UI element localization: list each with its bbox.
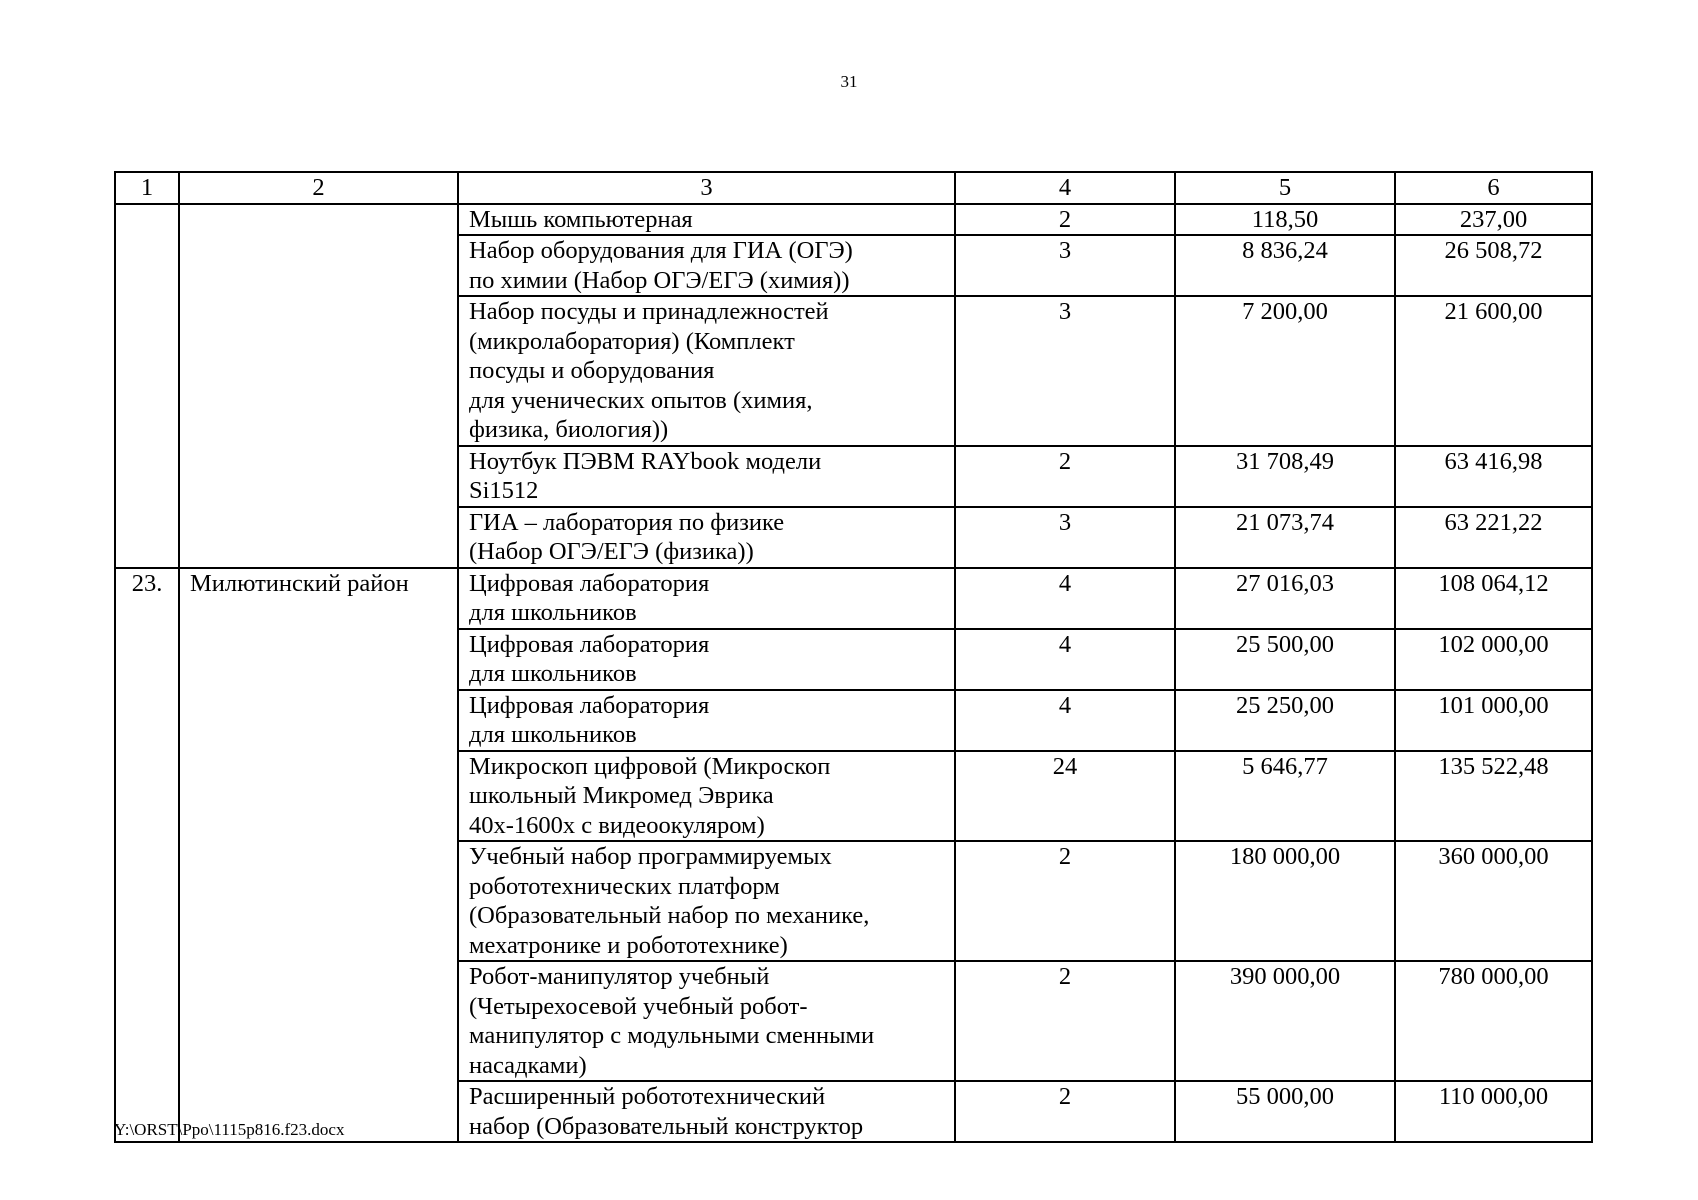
table-header-row — [115, 172, 1592, 204]
row-number — [115, 507, 179, 568]
equipment-table — [114, 171, 1593, 1143]
row-number — [115, 841, 179, 961]
row-total: 63 221,22 — [1395, 507, 1592, 568]
row-number — [115, 961, 179, 1081]
row-price: 31 708,49 — [1175, 446, 1395, 507]
row-price: 180 000,00 — [1175, 841, 1395, 961]
row-quantity: 2 — [955, 1081, 1175, 1142]
row-district — [179, 629, 458, 690]
table-row — [115, 296, 1592, 446]
row-district — [179, 507, 458, 568]
row-item-name: Расширенный робототехнический набор (Образовательный конструктор — [458, 1081, 955, 1142]
column-header: 6 — [1395, 172, 1592, 204]
row-price: 27 016,03 — [1175, 568, 1395, 629]
column-header: 4 — [955, 172, 1175, 204]
row-item-name: ГИА – лаборатория по физике (Набор ОГЭ/ЕГЭ (физика)) — [458, 507, 955, 568]
row-price: 25 500,00 — [1175, 629, 1395, 690]
row-price: 5 646,77 — [1175, 751, 1395, 842]
column-header: 5 — [1175, 172, 1395, 204]
row-item-name: Робот-манипулятор учебный (Четырехосевой учебный робот- манипулятор с модульными сменными насадками) — [458, 961, 955, 1081]
row-total: 110 000,00 — [1395, 1081, 1592, 1142]
table-row — [115, 507, 1592, 568]
row-quantity: 3 — [955, 235, 1175, 296]
row-item-name: Цифровая лаборатория для школьников — [458, 690, 955, 751]
row-quantity: 3 — [955, 507, 1175, 568]
row-number — [115, 751, 179, 842]
row-district — [179, 751, 458, 842]
file-path-footer: Y:\ORST\Ppo\1115p816.f23.docx — [114, 1120, 345, 1139]
row-total: 360 000,00 — [1395, 841, 1592, 961]
row-price: 118,50 — [1175, 204, 1395, 236]
table-row — [115, 235, 1592, 296]
row-quantity: 2 — [955, 446, 1175, 507]
row-price: 7 200,00 — [1175, 296, 1395, 446]
row-price: 8 836,24 — [1175, 235, 1395, 296]
row-price: 25 250,00 — [1175, 690, 1395, 751]
row-item-name: Ноутбук ПЭВМ RAYbook модели Si1512 — [458, 446, 955, 507]
table-row — [115, 841, 1592, 961]
column-header: 2 — [179, 172, 458, 204]
row-total: 101 000,00 — [1395, 690, 1592, 751]
table-row — [115, 751, 1592, 842]
row-district — [179, 961, 458, 1081]
row-item-name: Набор оборудования для ГИА (ОГЭ) по химии (Набор ОГЭ/ЕГЭ (химия)) — [458, 235, 955, 296]
row-total: 102 000,00 — [1395, 629, 1592, 690]
row-number — [115, 629, 179, 690]
row-price: 55 000,00 — [1175, 1081, 1395, 1142]
row-quantity: 3 — [955, 296, 1175, 446]
table-row — [115, 961, 1592, 1081]
row-quantity: 4 — [955, 690, 1175, 751]
table-row — [115, 690, 1592, 751]
row-total: 26 508,72 — [1395, 235, 1592, 296]
table-row — [115, 204, 1592, 236]
column-header: 1 — [115, 172, 179, 204]
row-district — [179, 204, 458, 236]
row-quantity: 2 — [955, 841, 1175, 961]
row-district — [179, 296, 458, 446]
row-number — [115, 235, 179, 296]
row-total: 63 416,98 — [1395, 446, 1592, 507]
row-item-name: Цифровая лаборатория для школьников — [458, 568, 955, 629]
row-price: 390 000,00 — [1175, 961, 1395, 1081]
row-quantity: 2 — [955, 961, 1175, 1081]
row-district — [179, 235, 458, 296]
row-quantity: 4 — [955, 568, 1175, 629]
row-district — [179, 446, 458, 507]
row-number — [115, 690, 179, 751]
row-number — [115, 296, 179, 446]
row-item-name: Учебный набор программируемых робототехнических платформ (Образовательный набор по механике, мехатронике и робототехнике) — [458, 841, 955, 961]
table-row — [115, 629, 1592, 690]
row-item-name: Набор посуды и принадлежностей (микролаборатория) (Комплект посуды и оборудования для ученических опытов (химия, физика, биология)) — [458, 296, 955, 446]
row-item-name: Мышь компьютерная — [458, 204, 955, 236]
row-item-name: Микроскоп цифровой (Микроскоп школьный Микромед Эврика 40х-1600х с видеоокуляром) — [458, 751, 955, 842]
row-quantity: 24 — [955, 751, 1175, 842]
row-district: Милютинский район — [179, 568, 458, 629]
row-district — [179, 690, 458, 751]
row-district — [179, 841, 458, 961]
row-quantity: 4 — [955, 629, 1175, 690]
table-row — [115, 446, 1592, 507]
row-quantity: 2 — [955, 204, 1175, 236]
column-header: 3 — [458, 172, 955, 204]
row-total: 21 600,00 — [1395, 296, 1592, 446]
page-number: 31 — [840, 72, 858, 91]
row-total: 780 000,00 — [1395, 961, 1592, 1081]
row-number — [115, 204, 179, 236]
row-number: 23. — [115, 568, 179, 629]
row-total: 237,00 — [1395, 204, 1592, 236]
table-row — [115, 568, 1592, 629]
row-price: 21 073,74 — [1175, 507, 1395, 568]
row-number — [115, 446, 179, 507]
row-item-name: Цифровая лаборатория для школьников — [458, 629, 955, 690]
row-total: 135 522,48 — [1395, 751, 1592, 842]
row-total: 108 064,12 — [1395, 568, 1592, 629]
